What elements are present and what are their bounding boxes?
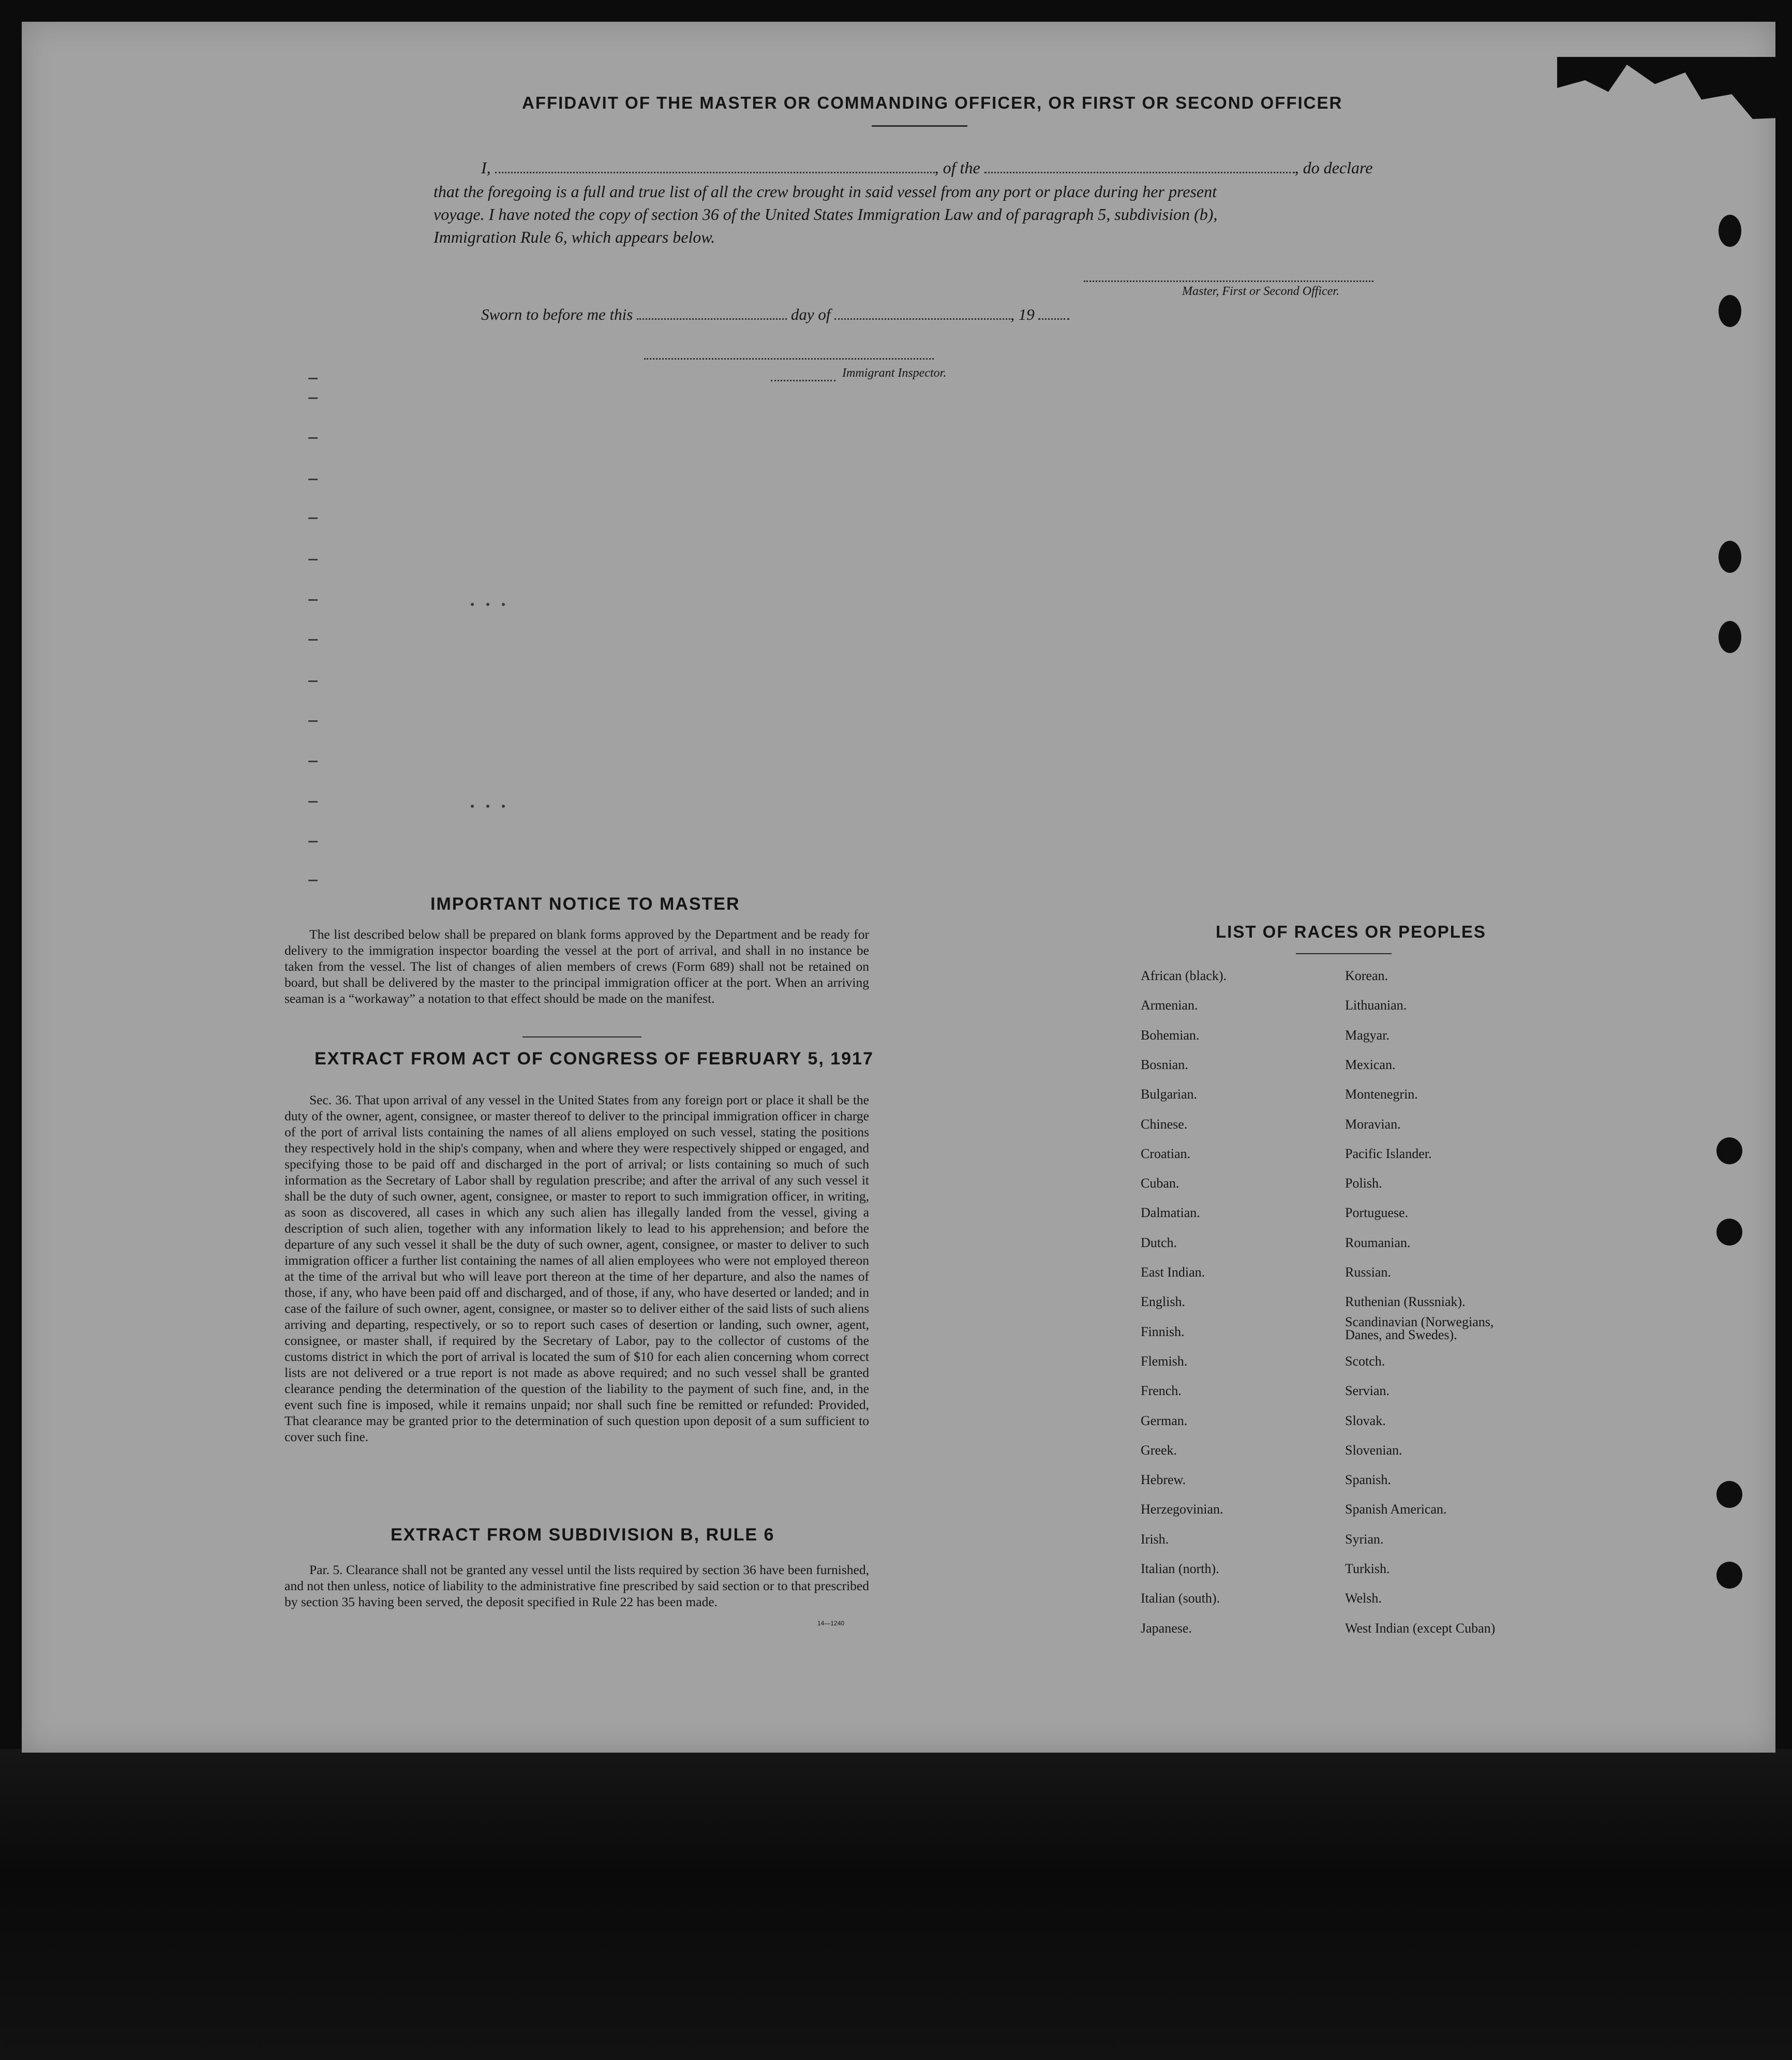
affidavit-title: AFFIDAVIT OF THE MASTER OR COMMANDING OFFICER, OR FIRST OR SECOND OFFICER (522, 93, 1343, 112)
act-extract-text: Sec. 36. That upon arrival of any vessel in the United States from any foreign port or place it shall be the duty of the owner, agent, consignee, or master thereof to deliver to the principal immigration officer in charge of the port of arrival lists containing the names of all aliens employed on such vessel, stating the positions they respectively hold in the ship's company, when and where they were respectively shipped or engaged, and specifying those to be paid off and discharged in the port of arrival; or lists containing so much of such information as the Secretary of Labor shall by regulation prescribe; and after the arrival of any such vessel it shall be the duty of such owner, agent, consignee, or master to report to such immigration officer, in writing, as soon as discovered, all cases in which any such alien has illegally landed from the vessel, giving a description of such alien, together with any information likely to lead to his apprehension; and before the departure of any such vessel it shall be the duty of such owner, agent, consignee, or master to deliver to such immigration officer a further list containing the names of all alien employees who were not employed thereon at the time of the arrival but who will leave port thereon at the time of her departure, and also the names of those, if any, who have been paid off and discharged, and of those, if any, who have deserted or landed; and in case of the failure of such owner, agent, consignee, or master so to deliver either of the said lists of such aliens arriving and departing, respectively, or so to report such cases of desertion or landing, such owner, agent, consignee, or master shall, if required by the Secretary of Labor, pay to the collector of customs of the customs district in which the port of arrival is located the sum of $10 for each alien concerning whom correct lists are not delivered or a true report is not made as above required; and no such vessel shall be granted clearance pending the determination of the question of the liability to the payment of such fine, and, in the event such fine is imposed, while it remains unpaid; nor shall such fine be remitted or refunded: Provided, That clearance may be granted prior to the determination of such question upon deposit of a sum sufficient to cover such fine. (285, 1092, 869, 1444)
affidavit-of-the: , of the (934, 158, 980, 177)
punch-hole (1719, 215, 1741, 247)
race-item-right: Ruthenian (Russniak). (1345, 1294, 1466, 1310)
punch-hole (1719, 295, 1741, 327)
race-item-right: Slovak. (1345, 1413, 1386, 1428)
punch-hole (1716, 1562, 1742, 1589)
race-item-left: Armenian. (1141, 998, 1198, 1013)
race-item-left: African (black). (1141, 968, 1227, 983)
race-item-left: East Indian. (1141, 1265, 1205, 1280)
race-item-right: Pacific Islander. (1345, 1146, 1432, 1161)
race-item-left: Japanese. (1141, 1620, 1192, 1636)
race-item-left: Bulgarian. (1141, 1087, 1198, 1102)
races-underline (1296, 953, 1392, 954)
affidavit-do-declare: , do declare (1294, 158, 1373, 177)
sworn-month-blank[interactable] (834, 307, 1010, 320)
sworn-year-blank[interactable] (1038, 307, 1069, 320)
master-signature-label: Master, First or Second Officer. (1182, 285, 1339, 298)
act-extract-heading: EXTRACT FROM ACT OF CONGRESS OF FEBRUARY 5, 1917 (315, 1049, 874, 1069)
race-item-left: Croatian. (1141, 1146, 1191, 1161)
margin-dash (308, 680, 318, 682)
race-item-right: Montenegrin. (1345, 1087, 1418, 1102)
affidavit-line-3: voyage. I have noted the copy of section 36 of the United States Immigration Law and of paragraph 5, subdivision (b), (434, 205, 1218, 224)
affidavit-line-2: that the foregoing is a full and true list of all the crew brought in said vessel from any port or place during her present (434, 182, 1217, 201)
race-item-left: Italian (south). (1141, 1591, 1220, 1606)
margin-dash (308, 437, 318, 439)
race-item-left: Cuban. (1141, 1176, 1179, 1191)
race-item-left: Dutch. (1141, 1235, 1177, 1250)
race-item-right: Spanish. (1345, 1472, 1391, 1488)
punch-hole (1716, 1219, 1742, 1246)
race-item-right: Lithuanian. (1345, 998, 1407, 1013)
scan-background (0, 1749, 1792, 2060)
race-item-right: Slovenian. (1345, 1442, 1402, 1458)
race-item-right: Syrian. (1345, 1531, 1384, 1547)
margin-dash (308, 397, 318, 399)
race-item-right: Spanish American. (1345, 1502, 1447, 1517)
race-item-left: French. (1141, 1383, 1182, 1399)
sworn-line (481, 305, 1069, 324)
margin-dash (308, 880, 318, 881)
sworn-prefix: Sworn to before me this (481, 305, 633, 323)
race-item-left: Dalmatian. (1141, 1205, 1200, 1221)
rule-extract-text: Par. 5. Clearance shall not be granted any vessel until the lists required by section 36 have been furnished, and not then unless, notice of liability to the administrative fine prescribed by said section or to that prescribed by section 35 having been served, the deposit specified in Rule 22 has been made. (285, 1562, 869, 1609)
race-item-right: Roumanian. (1345, 1235, 1411, 1250)
punch-hole (1719, 541, 1741, 573)
affidavit-line-1 (481, 156, 1372, 179)
margin-dot (471, 603, 474, 606)
margin-dash (308, 517, 318, 519)
punch-hole (1719, 621, 1741, 653)
notice-divider (522, 1036, 641, 1038)
name-blank[interactable] (495, 160, 935, 173)
race-item-left: Greek. (1141, 1442, 1177, 1458)
race-item-left: Hebrew. (1141, 1472, 1186, 1488)
affidavit-i-prefix: I, (481, 158, 491, 177)
inspector-prefix-blank[interactable] (771, 368, 835, 381)
margin-dash (308, 841, 318, 842)
race-item-right: Magyar. (1345, 1027, 1390, 1043)
race-item-right: Welsh. (1345, 1591, 1382, 1606)
race-item-right: Turkish. (1345, 1561, 1390, 1576)
race-item-right: Scotch. (1345, 1353, 1385, 1369)
race-item-left: Bosnian. (1141, 1057, 1188, 1072)
vessel-blank[interactable] (984, 160, 1295, 173)
race-item-left: Italian (north). (1141, 1561, 1219, 1576)
notice-heading: IMPORTANT NOTICE TO MASTER (430, 894, 740, 914)
race-item-right: Russian. (1345, 1265, 1391, 1280)
affidavit-line-4: Immigration Rule 6, which appears below. (434, 228, 715, 246)
sworn-day-of: day of (790, 305, 831, 323)
sworn-year: , 19 (1010, 305, 1035, 323)
margin-dash (308, 639, 318, 641)
races-heading: LIST OF RACES OR PEOPLES (1216, 922, 1486, 941)
race-item-right: Moravian. (1345, 1116, 1401, 1132)
race-item-left: Bohemian. (1141, 1027, 1200, 1043)
margin-dash (308, 479, 318, 480)
margin-dot (502, 603, 505, 606)
margin-dot (502, 805, 505, 808)
margin-dash (308, 599, 318, 601)
inspector-signature-blank[interactable] (644, 347, 934, 360)
punch-hole (1716, 1481, 1742, 1508)
race-item-left: Chinese. (1141, 1116, 1188, 1132)
punch-hole (1716, 1137, 1742, 1164)
sworn-day-blank[interactable] (637, 307, 787, 320)
margin-dash (308, 720, 318, 722)
race-item-right: Korean. (1345, 968, 1388, 983)
race-item-left: Herzegovinian. (1141, 1502, 1223, 1517)
rule-extract-heading: EXTRACT FROM SUBDIVISION B, RULE 6 (391, 1525, 775, 1545)
race-item-right: Servian. (1345, 1383, 1390, 1399)
margin-dot (486, 603, 489, 606)
race-item-left: English. (1141, 1294, 1185, 1310)
margin-dot (471, 805, 474, 808)
race-item-right: Polish. (1345, 1176, 1382, 1191)
margin-dash (308, 378, 318, 379)
title-underline (872, 125, 967, 127)
race-item-left: German. (1141, 1413, 1188, 1428)
race-item-right: West Indian (except Cuban) (1345, 1620, 1496, 1636)
margin-dot (486, 805, 489, 808)
race-item-right: Portuguese. (1345, 1205, 1409, 1221)
race-item-right: Mexican. (1345, 1057, 1396, 1072)
race-item-left: Irish. (1141, 1531, 1169, 1547)
master-signature-blank[interactable] (1084, 269, 1373, 282)
margin-dash (308, 801, 318, 803)
margin-dash (308, 559, 318, 560)
notice-text: The list described below shall be prepared on blank forms approved by the Department and be ready for delivery to the immigration inspector boarding the vessel at the port of arrival, and shall in no instance be taken from the vessel. The list of changes of alien members of crews (Form 689) shall not be retained on board, but shall be delivered by the master to the principal immigration officer at the port. When an arriving seaman is a “workaway” a notation to that effect should be made on the manifest. (285, 927, 869, 1006)
margin-dash (308, 761, 318, 762)
race-item-left: Finnish. (1141, 1324, 1185, 1339)
race-item-left: Flemish. (1141, 1353, 1188, 1369)
inspector-label: Immigrant Inspector. (842, 366, 947, 380)
race-item-right: Scandinavian (Norwegians, Danes, and Swedes). (1345, 1314, 1494, 1342)
form-number: 14—1240 (817, 1620, 845, 1627)
document-page (22, 22, 1775, 1753)
